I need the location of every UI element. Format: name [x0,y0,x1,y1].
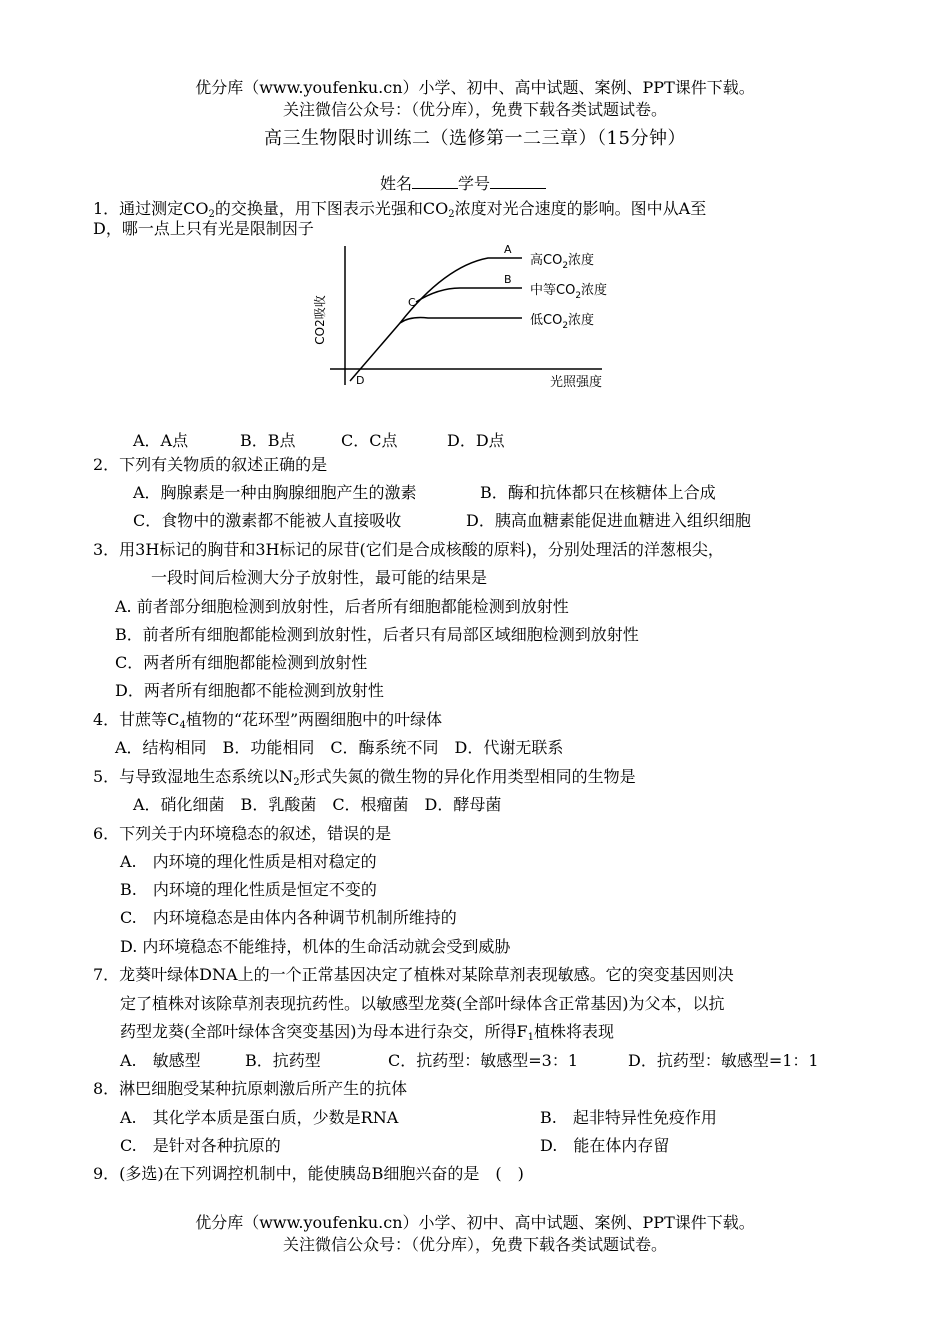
q1-text-a: 1．通过测定CO [93,199,209,218]
q1-sub-2: 2 [448,209,455,220]
q4-text-b: 植物的“花环型”两圈细胞中的叶绿体 [185,710,443,729]
q2-option-a[interactable]: A．胸腺素是一种由胸腺细胞产生的激素 [133,483,417,502]
q4-sub: 4 [179,720,186,731]
q7-stem-line-2: 定了植株对该除草剂表现抗药性。以敏感型龙葵(全部叶绿体含正常基因)为父本，以抗 [120,994,725,1013]
x-axis-label: 光照强度 [550,375,603,390]
q1-option-a[interactable]: A．A点 [133,431,189,450]
q1-text-b: 的交换量，用下图表示光强和CO [214,199,449,218]
curve-low-co2 [400,318,522,323]
q7-option-b[interactable]: B．抗药型 [245,1051,321,1070]
y-axis-label: CO2吸收 [313,295,327,345]
q1-option-c[interactable]: C．C点 [341,431,398,450]
photosynthesis-graph [310,238,640,398]
q7-stem-line-3 [120,1022,614,1042]
curve-high-label: 高$CO_2$浓度 [530,253,595,271]
q1-stem-line-2: D，哪一点上只有光是限制因子 [93,219,314,238]
curve-mid-label: 中等$CO_2$浓度 [530,283,608,301]
q8-option-b[interactable]: B. 起非特异性免疫作用 [540,1108,717,1127]
q2-option-d[interactable]: D．胰高血糖素能促进血糖进入组织细胞 [466,511,751,530]
q8-option-c[interactable]: C. 是针对各种抗原的 [120,1136,281,1155]
point-d-label: D [356,374,365,387]
q8-stem: 8．淋巴细胞受某种抗原刺激后所产生的抗体 [93,1079,408,1098]
q6-option-d[interactable]: D. 内环境稳态不能维持，机体的生命活动就会受到威胁 [120,937,511,956]
q7-option-d[interactable]: D．抗药型：敏感型=1：1 [628,1051,819,1070]
q3-option-c[interactable]: C．两者所有细胞都能检测到放射性 [115,653,368,672]
curve-low-label: 低$CO_2$浓度 [530,313,595,331]
name-id-row [380,174,546,194]
header-line-1: 优分库（www.youfenku.cn）小学、初中、高中试题、案例、PPT课件下载。 [195,78,755,97]
q1-option-b[interactable]: B．B点 [240,431,296,450]
page-title: 高三生物限时训练二（选修第一二三章）（15分钟） [264,128,686,149]
q7-text-b: 植株将表现 [533,1022,614,1041]
header-line-2: 关注微信公众号：（优分库），免费下载各类试题试卷。 [282,100,667,119]
q8-option-d[interactable]: D. 能在体内存留 [540,1136,670,1155]
q1-text-c: 浓度对光合速度的影响。图中从A至 [454,199,707,218]
q9-stem: 9．(多选)在下列调控机制中，能使胰岛B细胞兴奋的是 ( ) [93,1164,524,1183]
q3-option-a[interactable]: A. 前者部分细胞检测到放射性，后者所有细胞都能检测到放射性 [115,597,569,616]
q6-option-b[interactable]: B. 内环境的理化性质是恒定不变的 [120,880,377,899]
curve-high-co2 [350,258,522,381]
q2-stem: 2．下列有关物质的叙述正确的是 [93,455,328,474]
q5-stem [93,767,636,787]
point-b-label: B [504,273,512,286]
q6-option-a[interactable]: A. 内环境的理化性质是相对稳定的 [120,852,377,871]
q1-stem-line-1 [93,199,706,219]
q2-option-c[interactable]: C．食物中的激素都不能被人直接吸收 [133,511,402,530]
id-blank[interactable] [490,174,546,189]
q3-option-b[interactable]: B．前者所有细胞都能检测到放射性，后者只有局部区域细胞检测到放射性 [115,625,639,644]
q7-option-c[interactable]: C．抗药型：敏感型=3：1 [388,1051,579,1070]
footer-line-2: 关注微信公众号：（优分库），免费下载各类试题试卷。 [282,1235,667,1254]
q6-stem: 6．下列关于内环境稳态的叙述，错误的是 [93,824,392,843]
q7-option-a[interactable]: A. 敏感型 [120,1051,201,1070]
q7-text-a: 药型龙葵(全部叶绿体含突变基因)为母本进行杂交，所得F [120,1022,528,1041]
q2-option-b[interactable]: B．酶和抗体都只在核糖体上合成 [480,483,716,502]
q1-option-d[interactable]: D．D点 [447,431,505,450]
q8-option-a[interactable]: A. 其化学本质是蛋白质，少数是RNA [120,1108,399,1127]
q3-stem-line-2: 一段时间后检测大分子放射性，最可能的结果是 [151,568,488,587]
point-a-label: A [504,243,512,256]
point-c-label: C [408,296,416,309]
q7-stem-line-1: 7．龙葵叶绿体DNA上的一个正常基因决定了植株对某除草剂表现敏感。它的突变基因则决 [93,965,734,984]
q6-option-c[interactable]: C. 内环境稳态是由体内各种调节机制所维持的 [120,908,457,927]
name-label: 姓名 [380,174,413,193]
q3-stem-line-1: 3．用3H标记的胸苷和3H标记的尿苷(它们是合成核酸的原料)，分别处理活的洋葱根尖， [93,540,724,559]
q4-options[interactable]: A．结构相同 B．功能相同 C．酶系统不同 D．代谢无联系 [115,738,564,757]
q5-options[interactable]: A．硝化细菌 B．乳酸菌 C．根瘤菌 D．酵母菌 [133,795,502,814]
footer-line-1: 优分库（www.youfenku.cn）小学、初中、高中试题、案例、PPT课件下载。 [195,1213,755,1232]
q5-text-b: 形式失氮的微生物的异化作用类型相同的生物是 [299,767,636,786]
q4-stem [93,710,442,730]
id-label: 学号 [458,174,491,193]
q5-sub: 2 [293,777,300,788]
q4-text-a: 4．甘蔗等C [93,710,180,729]
name-blank[interactable] [412,174,458,189]
curve-mid-co2 [416,288,522,302]
q3-option-d[interactable]: D．两者所有细胞都不能检测到放射性 [115,681,384,700]
q1-sub-1: 2 [208,209,215,220]
q7-sub: 1 [527,1032,534,1043]
q5-text-a: 5．与导致湿地生态系统以N [93,767,294,786]
